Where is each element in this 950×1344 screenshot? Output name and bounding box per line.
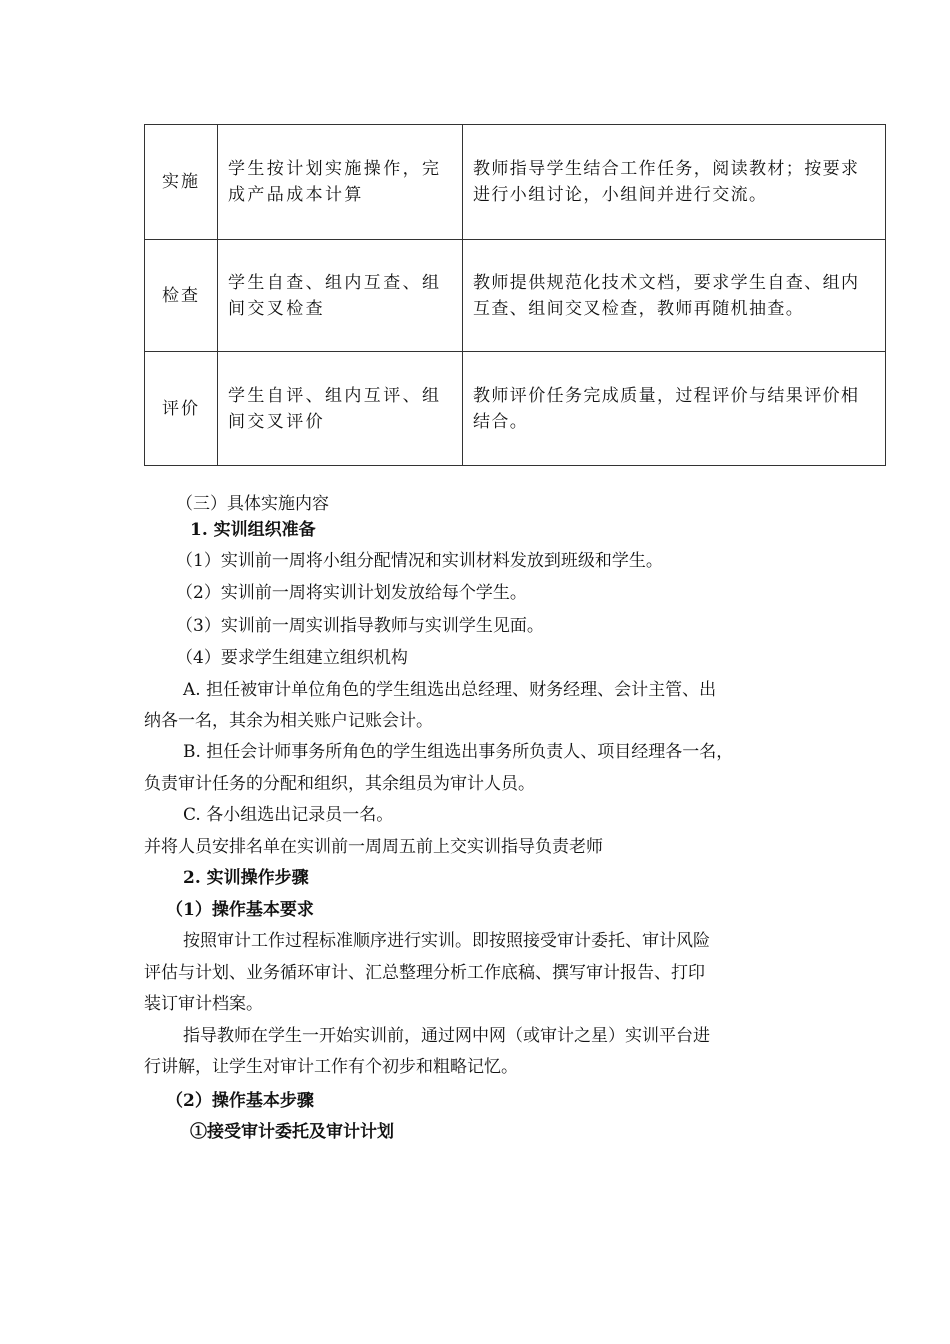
paragraph-line: B. 担任会计师事务所角色的学生组选出事务所负责人、项目经理各一名， — [183, 742, 734, 762]
implementation-table — [144, 124, 886, 466]
paragraph-line: 评估与计划、业务循环审计、汇总整理分析工作底稿、撰写审计报告、打印 — [144, 963, 705, 983]
student-activity-cell — [218, 125, 463, 240]
paragraph-line: C. 各小组选出记录员一名。 — [183, 805, 394, 825]
paragraph-line: 指导教师在学生一开始实训前，通过网中网（或审计之星）实训平台进 — [183, 1026, 710, 1046]
cell-line: 成产品成本计算 — [228, 185, 364, 205]
stage-cell: 评价 — [145, 352, 218, 466]
step-heading: （2）操作基本步骤 — [166, 1091, 314, 1111]
stage-cell: 实施 — [145, 125, 218, 240]
list-item: （2）实训前一周将实训计划发放给每个学生。 — [176, 583, 527, 603]
cell-line: 进行小组讨论，小组间并进行交流。 — [473, 185, 768, 205]
table-row — [145, 352, 886, 466]
cell-line: 互查、组间交叉检查，教师再随机抽查。 — [473, 298, 805, 319]
cell-line: 学生按计划实施操作，完 — [228, 159, 442, 179]
cell-line: 学生自查、组内互查、组 — [228, 272, 442, 293]
cell-line: 教师指导学生结合工作任务，阅读教材；按要求 — [473, 159, 860, 179]
student-activity-cell — [218, 240, 463, 352]
cell-line: 间交叉检查 — [228, 298, 325, 319]
list-item: （3）实训前一周实训指导教师与实训学生见面。 — [176, 616, 544, 636]
table-row — [145, 125, 886, 240]
student-activity-cell — [218, 352, 463, 466]
stage-cell: 检查 — [145, 240, 218, 352]
paragraph-line: 行讲解，让学生对审计工作有个初步和粗略记忆。 — [144, 1057, 518, 1077]
paragraph-line: 按照审计工作过程标准顺序进行实训。即按照接受审计委托、审计风险 — [183, 931, 710, 951]
subsection-heading-1: 1. 实训组织准备 — [190, 520, 316, 540]
paragraph-line: 装订审计档案。 — [144, 994, 263, 1014]
paragraph-line: 负责审计任务的分配和组织，其余组员为审计人员。 — [144, 774, 535, 794]
paragraph-line: 纳各一名，其余为相关账户记账会计。 — [144, 711, 433, 731]
subsection-heading-2: 2. 实训操作步骤 — [183, 868, 309, 888]
cell-line: 结合。 — [473, 411, 529, 432]
cell-line: 教师提供规范化技术文档，要求学生自查、组内 — [473, 272, 860, 293]
section-heading: （三）具体实施内容 — [176, 494, 329, 514]
teacher-activity-cell — [463, 352, 886, 466]
cell-line: 教师评价任务完成质量，过程评价与结果评价相 — [473, 385, 860, 406]
cell-line: 间交叉评价 — [228, 411, 325, 432]
step-item: ①接受审计委托及审计计划 — [190, 1122, 394, 1142]
cell-line: 学生自评、组内互评、组 — [228, 385, 442, 406]
paragraph-line: 并将人员安排名单在实训前一周周五前上交实训指导负责老师 — [144, 837, 603, 857]
table-row — [145, 240, 886, 352]
teacher-activity-cell — [463, 125, 886, 240]
teacher-activity-cell — [463, 240, 886, 352]
step-heading: （1）操作基本要求 — [166, 900, 314, 920]
list-item: （1）实训前一周将小组分配情况和实训材料发放到班级和学生。 — [176, 551, 663, 571]
list-item: （4）要求学生组建立组织机构 — [176, 648, 408, 668]
paragraph-line: A. 担任被审计单位角色的学生组选出总经理、财务经理、会计主管、出 — [183, 680, 717, 700]
